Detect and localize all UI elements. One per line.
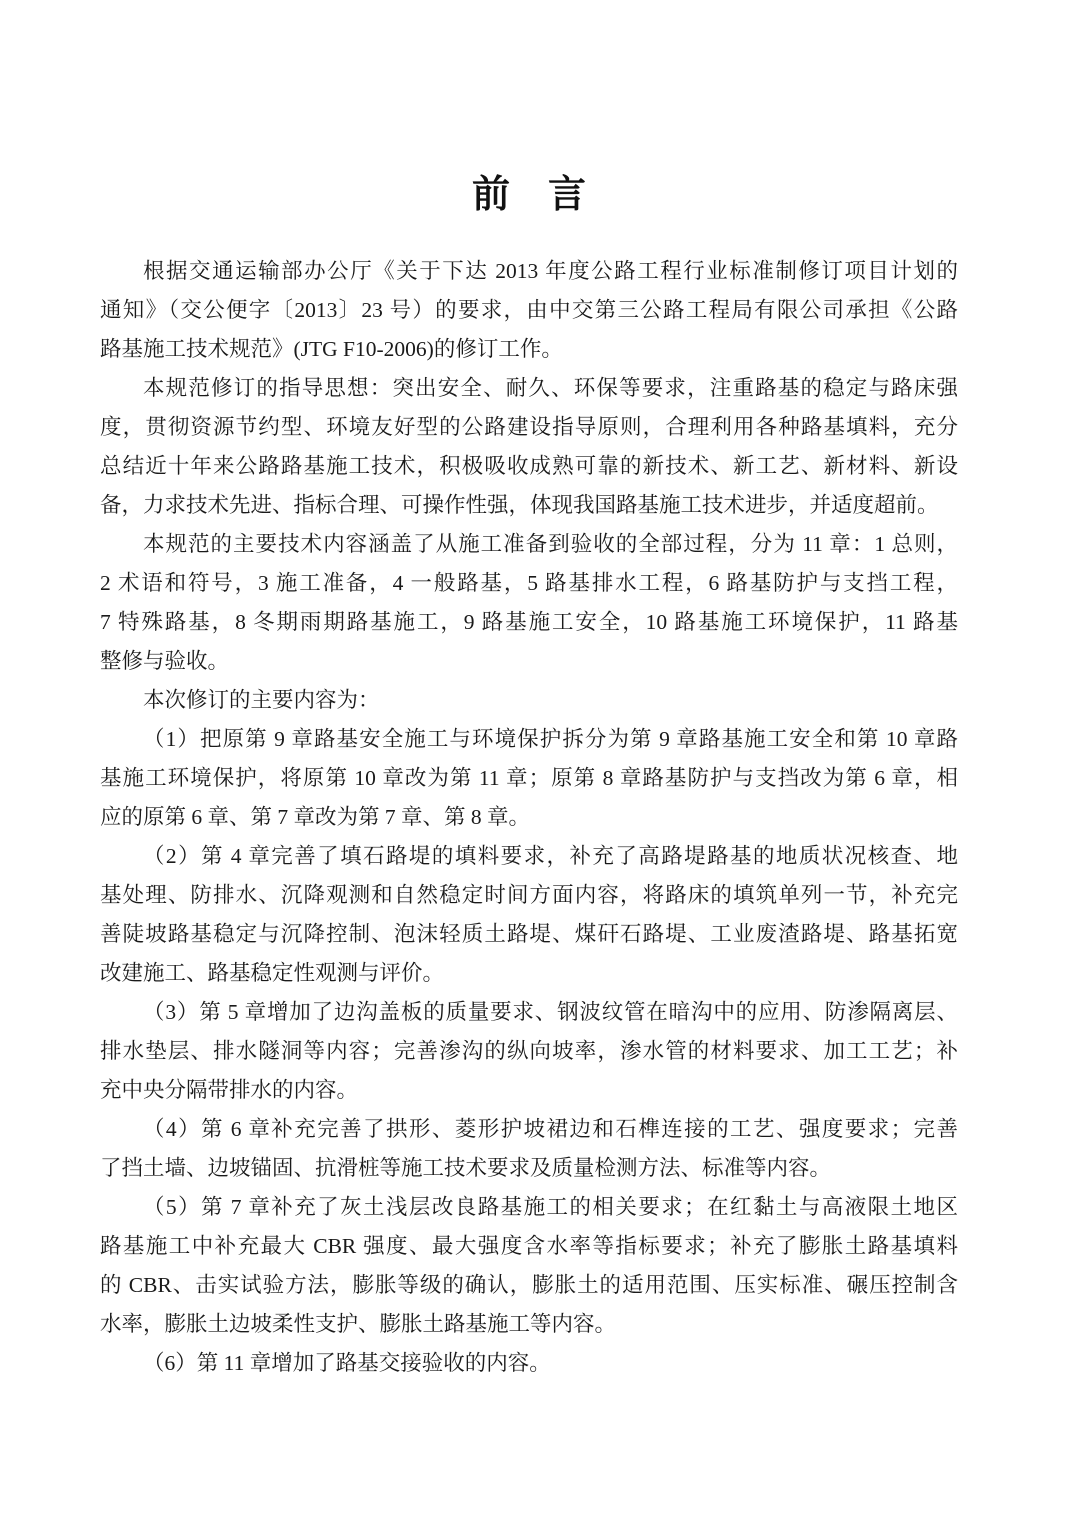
text-line: （2）第 4 章完善了填石路堤的填料要求，补充了高路堤路基的地质状况核查、地 — [143, 844, 958, 868]
text-line: 总结近十年来公路路基施工技术，积极吸收成熟可靠的新技术、新工艺、新材料、新设 — [100, 454, 958, 478]
paragraph — [100, 681, 958, 720]
paragraph — [100, 1188, 958, 1344]
text-line: 了挡土墙、边坡锚固、抗滑桩等施工技术要求及质量检测方法、标准等内容。 — [100, 1156, 832, 1180]
paragraph — [100, 525, 958, 681]
text-line: 改建施工、路基稳定性观测与评价。 — [100, 961, 445, 985]
text-line: （5）第 7 章补充了灰土浅层改良路基施工的相关要求；在红黏土与高液限土地区 — [143, 1195, 958, 1219]
document-body — [100, 252, 958, 1383]
text-line: （1）把原第 9 章路基安全施工与环境保护拆分为第 9 章路基施工安全和第 10 章路 — [143, 727, 958, 751]
text-line: 本规范的主要技术内容涵盖了从施工准备到验收的全部过程，分为 11 章：1 总则， — [143, 532, 958, 556]
text-line: 路基施工中补充最大 CBR 强度、最大强度含水率等指标要求；补充了膨胀土路基填料 — [100, 1234, 958, 1258]
paragraph — [100, 252, 958, 369]
text-line: 2 术语和符号，3 施工准备，4 一般路基，5 路基排水工程，6 路基防护与支挡工程， — [100, 571, 958, 595]
paragraph — [100, 1110, 958, 1188]
text-line: （3）第 5 章增加了边沟盖板的质量要求、钢波纹管在暗沟中的应用、防渗隔离层、 — [143, 1000, 958, 1024]
text-line: 基施工环境保护，将原第 10 章改为第 11 章；原第 8 章路基防护与支挡改为第 6 章，相 — [100, 766, 958, 790]
paragraph — [100, 720, 958, 837]
text-line: 整修与验收。 — [100, 649, 230, 673]
text-line: 通知》（交公便字〔2013〕23 号）的要求，由中交第三公路工程局有限公司承担《公路 — [100, 298, 958, 322]
paragraph — [100, 993, 958, 1110]
text-line: 本规范修订的指导思想：突出安全、耐久、环保等要求，注重路基的稳定与路床强 — [143, 376, 958, 400]
text-line: 善陡坡路基稳定与沉降控制、泡沫轻质土路堤、煤矸石路堤、工业废渣路堤、路基拓宽 — [100, 922, 958, 946]
paragraph — [100, 837, 958, 993]
text-line: 水率，膨胀土边坡柔性支护、膨胀土路基施工等内容。 — [100, 1312, 617, 1336]
text-line: 的 CBR、击实试验方法，膨胀等级的确认，膨胀土的适用范围、压实标准、碾压控制含 — [100, 1273, 958, 1297]
text-line: （6）第 11 章增加了路基交接验收的内容。 — [143, 1351, 551, 1375]
text-line: 7 特殊路基，8 冬期雨期路基施工，9 路基施工安全，10 路基施工环境保护，11 路基 — [100, 610, 958, 634]
text-line: 路基施工技术规范》(JTG F10-2006)的修订工作。 — [100, 337, 563, 361]
text-line: 基处理、防排水、沉降观测和自然稳定时间方面内容，将路床的填筑单列一节，补充完 — [100, 883, 958, 907]
page-title: 前 言 — [471, 174, 586, 216]
text-line: 充中央分隔带排水的内容。 — [100, 1078, 359, 1102]
text-line: 本次修订的主要内容为： — [143, 688, 380, 712]
paragraph — [100, 1344, 958, 1383]
text-line: 度，贯彻资源节约型、环境友好型的公路建设指导原则，合理利用各种路基填料，充分 — [100, 415, 958, 439]
text-line: 根据交通运输部办公厅《关于下达 2013 年度公路工程行业标准制修订项目计划的 — [143, 259, 958, 283]
text-line: 排水垫层、排水隧洞等内容；完善渗沟的纵向坡率，渗水管的材料要求、加工工艺；补 — [100, 1039, 958, 1063]
text-line: 备，力求技术先进、指标合理、可操作性强，体现我国路基施工技术进步，并适度超前。 — [100, 493, 939, 517]
paragraph — [100, 369, 958, 525]
text-line: （4）第 6 章补充完善了拱形、菱形护坡裙边和石榫连接的工艺、强度要求；完善 — [143, 1117, 958, 1141]
text-line: 应的原第 6 章、第 7 章改为第 7 章、第 8 章。 — [100, 805, 531, 829]
